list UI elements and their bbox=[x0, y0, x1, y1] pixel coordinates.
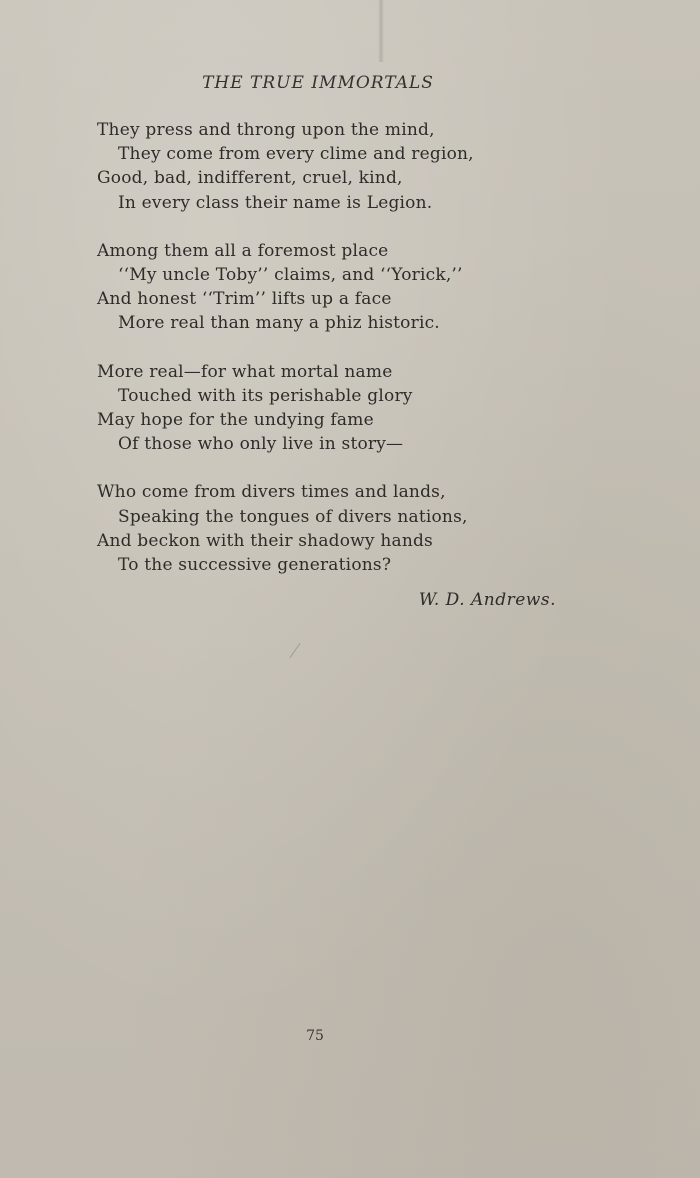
page-crease bbox=[378, 0, 384, 62]
poem-line: More real than many a phiz historic. bbox=[118, 313, 440, 334]
poem-line: And beckon with their shadowy hands bbox=[97, 530, 433, 551]
stanza bbox=[97, 118, 567, 215]
poem-line: They press and throng upon the mind, bbox=[97, 120, 435, 140]
poem-line: And honest ‘‘Trim’’ lifts up a face bbox=[97, 289, 392, 310]
poem-line: Touched with its perishable glory bbox=[118, 385, 413, 406]
poem-line: In every class their name is Legion. bbox=[118, 192, 433, 213]
poem-line: To the successive generations? bbox=[118, 555, 392, 576]
poem-line: ‘‘My uncle Toby’’ claims, and ‘‘Yorick,’’ bbox=[118, 265, 463, 286]
poem-author: W. D. Andrews. bbox=[418, 590, 556, 610]
page-number: 75 bbox=[306, 1028, 324, 1044]
poem-line: Speaking the tongues of divers nations, bbox=[118, 506, 468, 527]
stanza bbox=[97, 239, 567, 336]
poem-line: May hope for the undying fame bbox=[97, 410, 374, 431]
poem-line: They come from every clime and region, bbox=[118, 144, 474, 165]
stanza bbox=[97, 360, 567, 457]
paper-mark bbox=[289, 643, 300, 658]
poem-line: Among them all a foremost place bbox=[97, 240, 389, 261]
stanza bbox=[97, 480, 567, 577]
poem-line: Who come from divers times and lands, bbox=[97, 482, 446, 503]
poem-line: Of those who only live in story— bbox=[118, 434, 404, 455]
poem-body bbox=[97, 118, 567, 601]
poem-title: THE TRUE IMMORTALS bbox=[202, 73, 434, 93]
poem-line: Good, bad, indifferent, cruel, kind, bbox=[97, 168, 403, 189]
poem-line: More real—for what mortal name bbox=[97, 361, 393, 382]
